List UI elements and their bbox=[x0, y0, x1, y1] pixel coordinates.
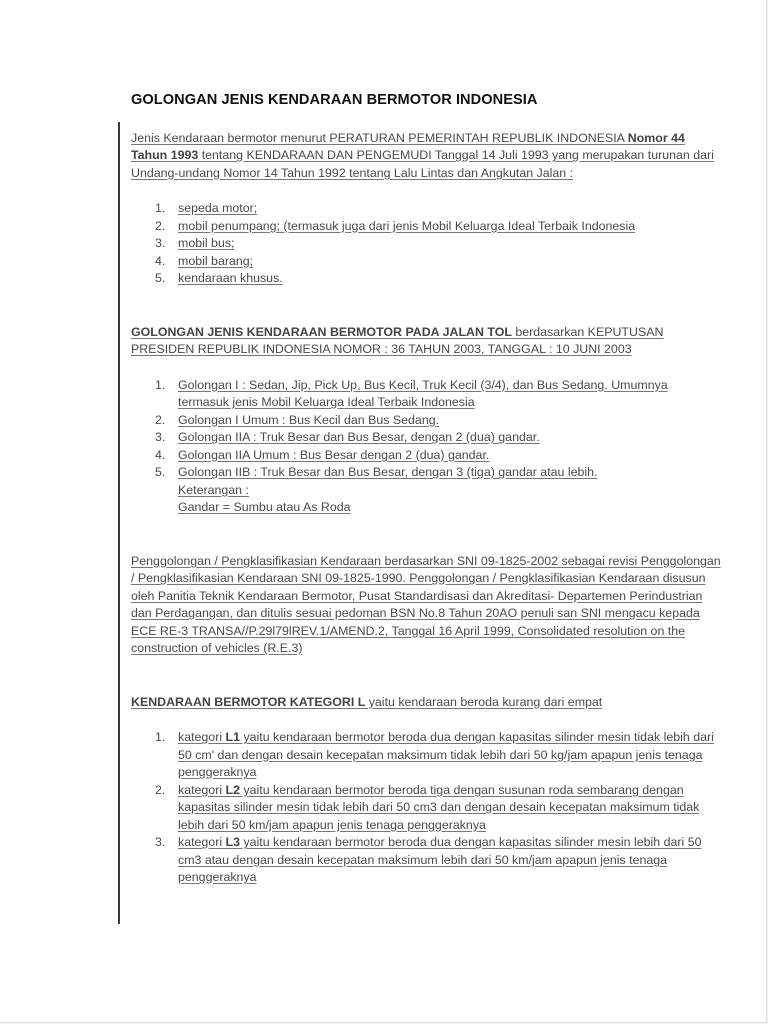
list-item: 3. Golongan IIA : Truk Besar dan Bus Besar, dengan 2 (dua) gandar. bbox=[155, 430, 540, 444]
category-l-heading-rest: yaitu kendaraan beroda kurang dari empat bbox=[365, 694, 603, 709]
intro-bold-a: Jenis Kendaraan bermotor menurut bbox=[131, 130, 330, 145]
list-item: 1. kategori L1 yaitu kendaraan bermotor beroda dua dengan kapasitas silinder mesin tidak lebih dari 50 cm' dan dengan desain kecepatan maksimum tidak lebih dari 50 kg/jam apapun jenis tenaga penggeraknya bbox=[155, 730, 714, 779]
toll-section-heading bbox=[131, 324, 721, 359]
category-l-list bbox=[131, 729, 721, 887]
list-item: 5. Golongan IIB : Truk Besar dan Bus Besar, dengan 3 (tiga) gandar atau lebih. Keterangan : Gandar = Sumbu atau As Roda bbox=[131, 464, 721, 517]
document-title: GOLONGAN JENIS KENDARAAN BERMOTOR INDONESIA bbox=[131, 92, 538, 108]
intro-regulation: PERATURAN PEMERINTAH REPUBLIK INDONESIA bbox=[329, 130, 628, 145]
list-item: 3. kategori L3 yaitu kendaraan bermotor beroda dua dengan kapasitas silinder mesin lebih dari 50 cm3 atau dengan desain kecepatan maksimum lebih dari 50 km/jam apapun jenis tenaga penggeraknya bbox=[155, 835, 702, 884]
list-item: 2. kategori L2 yaitu kendaraan bermotor beroda tiga dengan susunan roda sembarang dengan kapasitas silinder mesin tidak lebih dari 50 cm3 dan dengan desain kecepatan maksimum tidak lebih dari 50 km/jam apapun jenis tenaga penggeraknya bbox=[155, 782, 700, 832]
toll-heading-bold: GOLONGAN JENIS KENDARAAN BERMOTOR PADA JALAN TOL bbox=[131, 324, 512, 339]
list-item: 5. kendaraan khusus. bbox=[155, 271, 283, 285]
category-l-heading bbox=[131, 694, 721, 712]
intro-regulation-number: Nomor 44 Tahun 1993 bbox=[131, 130, 685, 162]
note-label: Keterangan : bbox=[178, 482, 249, 497]
note-text: Gandar = Sumbu atau As Roda bbox=[178, 500, 351, 514]
list-item: 2. mobil penumpang; (termasuk juga dari jenis Mobil Keluarga Ideal Terbaik Indonesia bbox=[155, 218, 636, 233]
intro-paragraph bbox=[131, 130, 721, 183]
list-item: 4. mobil barang; bbox=[155, 253, 254, 268]
list-item: 2. Golongan I Umum : Bus Kecil dan Bus Sedang. bbox=[155, 412, 440, 427]
category-l-heading-bold: KENDARAAN BERMOTOR KATEGORI L bbox=[131, 694, 366, 709]
list-item: 3. mobil bus; bbox=[155, 236, 235, 250]
sni-paragraph: Penggolongan / Pengklasifikasian Kendaraan berdasarkan SNI 09-1825-2002 sebagai revisi Penggolongan / Pengklasifikasian Kendaraan SNI 09-1825-1990. Penggolongan / Pengklasifikasian Kendaraan disusun oleh Panitia Teknik Kendaraan Bermotor, Pusat Standardisasi dan Akreditasi- Departemen Perindustrian dan Perdagangan, dan ditulis sesuai pedoman BSN No.8 Tahun 20AO penuli san SNI mengacu kepada ECE RE-3 TRANSA//P.29l79lREV.1/AMEND.2, Tanggal 16 April 1999, Consolidated resolution on the construction of vehicles (R.E.3) bbox=[131, 553, 721, 655]
list-item: 4. Golongan IIA Umum : Bus Besar dengan 2 (dua) gandar. bbox=[155, 447, 490, 462]
list-item: 1. Golongan I : Sedan, Jip, Pick Up, Bus Kecil, Truk Kecil (3/4), dan Bus Sedang. Umumnya termasuk jenis Mobil Keluarga Ideal Terbaik Indonesia bbox=[155, 377, 668, 409]
change-bar bbox=[118, 122, 120, 924]
toll-heading-rest: berdasarkan KEPUTUSAN PRESIDEN REPUBLIK INDONESIA NOMOR : 36 TAHUN 2003, TANGGAL : 10 JUNI 2003 bbox=[131, 324, 664, 356]
vehicle-types-list bbox=[131, 200, 721, 288]
toll-class-list bbox=[131, 377, 721, 517]
list-item: 1. sepeda motor; bbox=[155, 201, 258, 215]
document-body bbox=[131, 92, 721, 887]
intro-rest: tentang KENDARAAN DAN PENGEMUDI Tanggal 14 Juli 1993 yang merupakan turunan dari Undang-undang Nomor 14 Tahun 1992 tentang Lalu Lintas dan Angkutan Jalan : bbox=[131, 148, 714, 180]
